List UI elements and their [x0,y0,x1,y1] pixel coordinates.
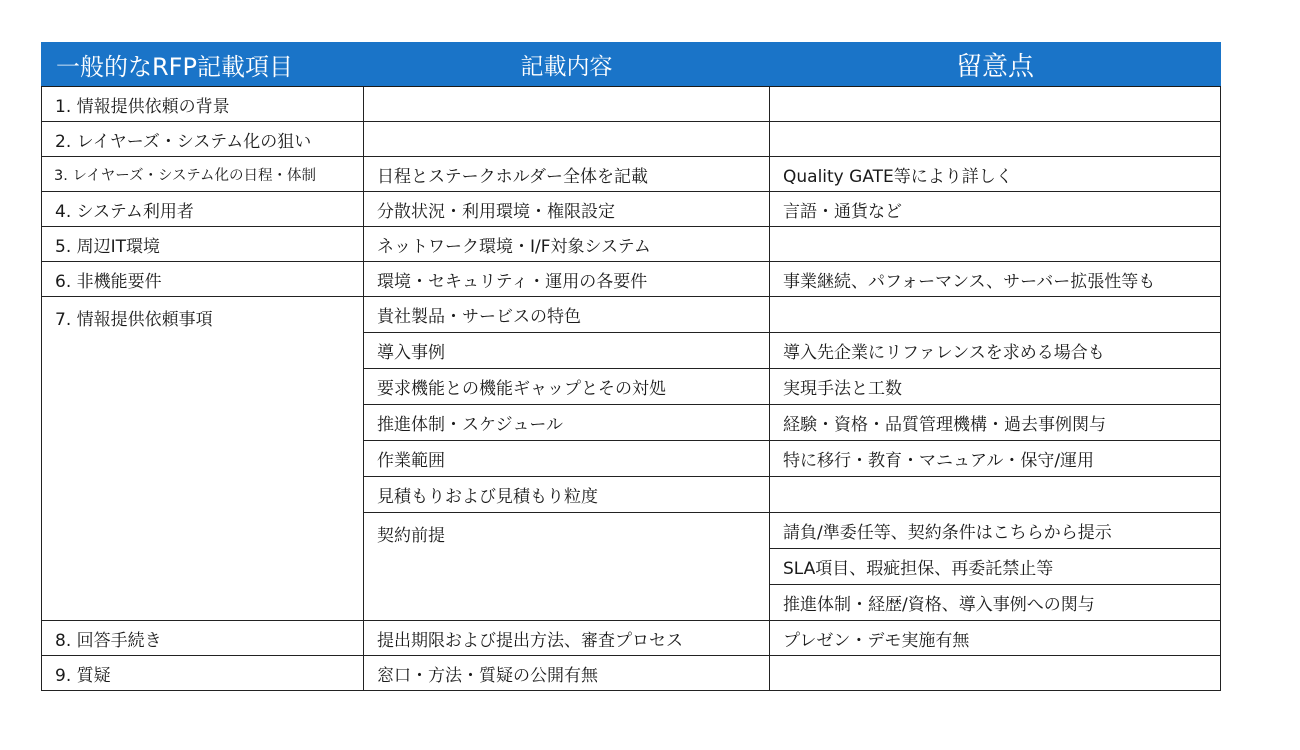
content-cell: 導入事例 [364,333,770,369]
content-cell: 契約前提 [364,513,770,621]
content-cell: ネットワーク環境・I/F対象システム [364,227,770,262]
note-cell: 導入先企業にリファレンスを求める場合も [770,333,1221,369]
note-cell: 請負/準委任等、契約条件はこちらから提示 [770,513,1221,549]
note-cell: 実現手法と工数 [770,369,1221,405]
item-cell: 4. システム利用者 [42,192,364,227]
content-cell: 窓口・方法・質疑の公開有無 [364,656,770,691]
note-cell [770,656,1221,691]
table-row [42,297,1221,333]
note-cell: 特に移行・教育・マニュアル・保守/運用 [770,441,1221,477]
table-row [42,227,1221,262]
content-cell: 推進体制・スケジュール [364,405,770,441]
table-row [42,192,1221,227]
content-cell: 要求機能との機能ギャップとその対処 [364,369,770,405]
item-cell: 7. 情報提供依頼事項 [42,297,364,621]
content-cell: 環境・セキュリティ・運用の各要件 [364,262,770,297]
content-cell: 見積もりおよび見積もり粒度 [364,477,770,513]
table-row [42,122,1221,157]
note-cell: SLA項目、瑕疵担保、再委託禁止等 [770,549,1221,585]
item-cell: 1. 情報提供依頼の背景 [42,87,364,122]
note-cell: 言語・通貨など [770,192,1221,227]
header-notes: 留意点 [770,43,1221,87]
note-cell: 経験・資格・品質管理機構・過去事例関与 [770,405,1221,441]
rfp-items-table [41,42,1221,691]
content-cell: 日程とステークホルダー全体を記載 [364,157,770,192]
item-cell: 9. 質疑 [42,656,364,691]
item-cell: 2. レイヤーズ・システム化の狙い [42,122,364,157]
table-row [42,157,1221,192]
header-row [42,43,1221,87]
table-row [42,262,1221,297]
header-content: 記載内容 [364,43,770,87]
table-row [42,621,1221,656]
note-cell: プレゼン・デモ実施有無 [770,621,1221,656]
item-cell: 6. 非機能要件 [42,262,364,297]
item-cell: 3. レイヤーズ・システム化の日程・体制 [42,157,364,192]
content-cell [364,87,770,122]
content-cell: 作業範囲 [364,441,770,477]
content-cell: 貴社製品・サービスの特色 [364,297,770,333]
note-cell [770,87,1221,122]
note-cell: Quality GATE等により詳しく [770,157,1221,192]
note-cell [770,122,1221,157]
table-row [42,656,1221,691]
header-item: 一般的なRFP記載項目 [42,43,364,87]
note-cell [770,297,1221,333]
note-cell: 推進体制・経歴/資格、導入事例への関与 [770,585,1221,621]
table-row [42,87,1221,122]
item-cell: 8. 回答手続き [42,621,364,656]
note-cell: 事業継続、パフォーマンス、サーバー拡張性等も [770,262,1221,297]
content-cell [364,122,770,157]
note-cell [770,477,1221,513]
content-cell: 分散状況・利用環境・権限設定 [364,192,770,227]
note-cell [770,227,1221,262]
item-cell: 5. 周辺IT環境 [42,227,364,262]
content-cell: 提出期限および提出方法、審査プロセス [364,621,770,656]
